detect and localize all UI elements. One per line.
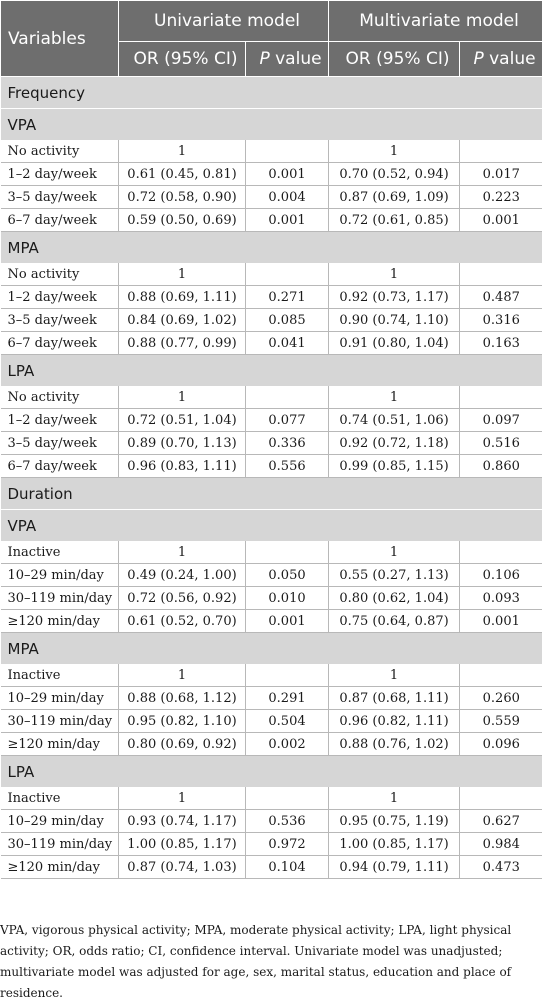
multivariate-or-cell: 0.91 (0.80, 1.04): [329, 332, 460, 355]
multivariate-or-cell: 0.96 (0.82, 1.11): [329, 710, 460, 733]
univariate-or-ci-header: OR (95% CI): [119, 42, 246, 77]
multivariate-or-cell: 1.00 (0.85, 1.17): [329, 833, 460, 856]
variable-cell: 6–7 day/week: [1, 455, 119, 478]
multivariate-or-cell: 0.80 (0.62, 1.04): [329, 587, 460, 610]
header-row-1: [1, 1, 542, 42]
table-row: [1, 186, 542, 209]
univariate-header: Univariate model: [119, 1, 329, 42]
univariate-or-cell: 1: [119, 541, 246, 564]
table-row: [1, 687, 542, 710]
univariate-p-cell: 0.271: [246, 286, 329, 309]
multivariate-p-cell: 0.487: [460, 286, 542, 309]
table-row: [1, 332, 542, 355]
multivariate-p-cell: 0.559: [460, 710, 542, 733]
multivariate-p-cell: 0.516: [460, 432, 542, 455]
table-row: [1, 140, 542, 163]
univariate-or-cell: 0.72 (0.58, 0.90): [119, 186, 246, 209]
section-label: VPA: [1, 109, 542, 141]
table-row: [1, 610, 542, 633]
multivariate-or-ci-header: OR (95% CI): [329, 42, 460, 77]
univariate-or-cell: 0.72 (0.56, 0.92): [119, 587, 246, 610]
table-row: [1, 541, 542, 564]
univariate-p-cell: 0.001: [246, 610, 329, 633]
multivariate-p-cell: [460, 140, 542, 163]
multivariate-p-cell: 0.096: [460, 733, 542, 756]
variable-cell: 1–2 day/week: [1, 286, 119, 309]
variable-cell: 3–5 day/week: [1, 186, 119, 209]
univariate-p-cell: [246, 140, 329, 163]
univariate-or-cell: 0.72 (0.51, 1.04): [119, 409, 246, 432]
table-row: [1, 286, 542, 309]
section-row: [1, 510, 542, 542]
p-value-text: value: [270, 49, 322, 69]
multivariate-p-cell: 0.860: [460, 455, 542, 478]
multivariate-or-cell: 0.88 (0.76, 1.02): [329, 733, 460, 756]
section-label: VPA: [1, 510, 542, 542]
univariate-p-cell: 0.972: [246, 833, 329, 856]
univariate-or-cell: 1: [119, 140, 246, 163]
variable-cell: 1–2 day/week: [1, 163, 119, 186]
multivariate-or-cell: 0.87 (0.68, 1.11): [329, 687, 460, 710]
multivariate-p-cell: 0.627: [460, 810, 542, 833]
multivariate-or-cell: 1: [329, 541, 460, 564]
table-row: [1, 856, 542, 879]
multivariate-p-cell: 0.017: [460, 163, 542, 186]
univariate-p-value-header: [246, 42, 329, 77]
univariate-or-cell: 0.88 (0.68, 1.12): [119, 687, 246, 710]
multivariate-p-cell: 0.163: [460, 332, 542, 355]
univariate-p-cell: 0.536: [246, 810, 329, 833]
section-label: Frequency: [1, 77, 542, 109]
univariate-p-cell: 0.077: [246, 409, 329, 432]
table-row: [1, 833, 542, 856]
univariate-p-cell: 0.291: [246, 687, 329, 710]
multivariate-or-cell: 0.70 (0.52, 0.94): [329, 163, 460, 186]
multivariate-or-cell: 0.99 (0.85, 1.15): [329, 455, 460, 478]
multivariate-p-cell: 0.984: [460, 833, 542, 856]
univariate-p-cell: [246, 541, 329, 564]
table-row: [1, 432, 542, 455]
table-footnote: VPA, vigorous physical activity; MPA, moderate physical activity; LPA, light physical activity; OR, odds ratio; CI, confidence interval. Univariate model was unadjusted; multivariate model was adjusted for age, sex, marital status, education and place of residence.: [0, 920, 540, 1004]
univariate-or-cell: 0.80 (0.69, 0.92): [119, 733, 246, 756]
multivariate-p-cell: [460, 787, 542, 810]
variable-cell: 30–119 min/day: [1, 833, 119, 856]
p-value-text: value: [484, 49, 536, 69]
multivariate-p-cell: 0.001: [460, 209, 542, 232]
table-row: [1, 309, 542, 332]
p-italic: P: [259, 49, 269, 69]
univariate-or-cell: 0.96 (0.83, 1.11): [119, 455, 246, 478]
univariate-p-cell: 0.041: [246, 332, 329, 355]
variable-cell: 10–29 min/day: [1, 810, 119, 833]
multivariate-or-cell: 1: [329, 664, 460, 687]
univariate-p-cell: 0.504: [246, 710, 329, 733]
multivariate-p-cell: 0.097: [460, 409, 542, 432]
variable-cell: 30–119 min/day: [1, 710, 119, 733]
univariate-p-cell: [246, 386, 329, 409]
multivariate-or-cell: 0.94 (0.79, 1.11): [329, 856, 460, 879]
univariate-p-cell: 0.004: [246, 186, 329, 209]
table-row: [1, 263, 542, 286]
univariate-p-cell: 0.556: [246, 455, 329, 478]
univariate-or-cell: 0.87 (0.74, 1.03): [119, 856, 246, 879]
section-label: MPA: [1, 633, 542, 665]
multivariate-p-cell: 0.316: [460, 309, 542, 332]
section-row: [1, 232, 542, 264]
variable-cell: ≥120 min/day: [1, 733, 119, 756]
univariate-or-cell: 0.88 (0.77, 0.99): [119, 332, 246, 355]
multivariate-p-cell: [460, 386, 542, 409]
table-row: [1, 710, 542, 733]
table-row: [1, 733, 542, 756]
table-row: [1, 209, 542, 232]
variable-cell: 3–5 day/week: [1, 432, 119, 455]
table-row: [1, 163, 542, 186]
univariate-p-cell: 0.001: [246, 163, 329, 186]
variable-cell: ≥120 min/day: [1, 610, 119, 633]
multivariate-p-cell: 0.473: [460, 856, 542, 879]
multivariate-or-cell: 0.92 (0.72, 1.18): [329, 432, 460, 455]
multivariate-header: Multivariate model: [329, 1, 542, 42]
multivariate-p-cell: 0.223: [460, 186, 542, 209]
univariate-or-cell: 0.95 (0.82, 1.10): [119, 710, 246, 733]
multivariate-p-cell: 0.001: [460, 610, 542, 633]
univariate-p-cell: 0.085: [246, 309, 329, 332]
univariate-or-cell: 1: [119, 386, 246, 409]
table-row: [1, 664, 542, 687]
variable-cell: Inactive: [1, 664, 119, 687]
multivariate-or-cell: 0.75 (0.64, 0.87): [329, 610, 460, 633]
univariate-p-cell: 0.002: [246, 733, 329, 756]
multivariate-p-cell: 0.106: [460, 564, 542, 587]
variable-cell: Inactive: [1, 541, 119, 564]
section-label: Duration: [1, 478, 542, 510]
univariate-or-cell: 0.89 (0.70, 1.13): [119, 432, 246, 455]
multivariate-or-cell: 1: [329, 140, 460, 163]
variable-cell: No activity: [1, 263, 119, 286]
univariate-p-cell: [246, 664, 329, 687]
univariate-p-cell: 0.104: [246, 856, 329, 879]
univariate-p-cell: [246, 263, 329, 286]
multivariate-p-cell: [460, 541, 542, 564]
univariate-or-cell: 1: [119, 263, 246, 286]
section-row: [1, 77, 542, 109]
univariate-p-cell: [246, 787, 329, 810]
table-row: [1, 564, 542, 587]
multivariate-or-cell: 0.72 (0.61, 0.85): [329, 209, 460, 232]
univariate-p-cell: 0.001: [246, 209, 329, 232]
univariate-p-cell: 0.050: [246, 564, 329, 587]
variable-cell: 1–2 day/week: [1, 409, 119, 432]
table-row: [1, 386, 542, 409]
variable-cell: No activity: [1, 140, 119, 163]
table-row: [1, 787, 542, 810]
variable-cell: 10–29 min/day: [1, 687, 119, 710]
variable-cell: Inactive: [1, 787, 119, 810]
section-label: LPA: [1, 756, 542, 788]
univariate-or-cell: 1: [119, 787, 246, 810]
multivariate-or-cell: 0.95 (0.75, 1.19): [329, 810, 460, 833]
multivariate-or-cell: 0.87 (0.69, 1.09): [329, 186, 460, 209]
multivariate-or-cell: 0.90 (0.74, 1.10): [329, 309, 460, 332]
multivariate-p-cell: 0.260: [460, 687, 542, 710]
table-row: [1, 810, 542, 833]
variable-cell: 6–7 day/week: [1, 209, 119, 232]
univariate-or-cell: 0.88 (0.69, 1.11): [119, 286, 246, 309]
variables-header: Variables: [1, 1, 119, 77]
table-row: [1, 455, 542, 478]
multivariate-p-value-header: [460, 42, 542, 77]
multivariate-or-cell: 1: [329, 386, 460, 409]
variable-cell: No activity: [1, 386, 119, 409]
multivariate-or-cell: 0.74 (0.51, 1.06): [329, 409, 460, 432]
multivariate-p-cell: [460, 263, 542, 286]
p-italic: P: [473, 49, 483, 69]
section-row: [1, 109, 542, 141]
variable-cell: 3–5 day/week: [1, 309, 119, 332]
univariate-or-cell: 1: [119, 664, 246, 687]
section-row: [1, 478, 542, 510]
univariate-or-cell: 0.84 (0.69, 1.02): [119, 309, 246, 332]
variable-cell: 10–29 min/day: [1, 564, 119, 587]
univariate-or-cell: 0.59 (0.50, 0.69): [119, 209, 246, 232]
multivariate-p-cell: [460, 664, 542, 687]
univariate-or-cell: 0.49 (0.24, 1.00): [119, 564, 246, 587]
variable-cell: ≥120 min/day: [1, 856, 119, 879]
univariate-or-cell: 0.61 (0.52, 0.70): [119, 610, 246, 633]
univariate-p-cell: 0.010: [246, 587, 329, 610]
univariate-p-cell: 0.336: [246, 432, 329, 455]
table-row: [1, 587, 542, 610]
multivariate-or-cell: 0.92 (0.73, 1.17): [329, 286, 460, 309]
table-body: [1, 77, 542, 879]
table-row: [1, 409, 542, 432]
section-row: [1, 633, 542, 665]
multivariate-or-cell: 0.55 (0.27, 1.13): [329, 564, 460, 587]
section-row: [1, 756, 542, 788]
variable-cell: 6–7 day/week: [1, 332, 119, 355]
multivariate-p-cell: 0.093: [460, 587, 542, 610]
multivariate-or-cell: 1: [329, 263, 460, 286]
variable-cell: 30–119 min/day: [1, 587, 119, 610]
univariate-or-cell: 0.93 (0.74, 1.17): [119, 810, 246, 833]
univariate-or-cell: 0.61 (0.45, 0.81): [119, 163, 246, 186]
multivariate-or-cell: 1: [329, 787, 460, 810]
section-label: LPA: [1, 355, 542, 387]
section-row: [1, 355, 542, 387]
univariate-or-cell: 1.00 (0.85, 1.17): [119, 833, 246, 856]
section-label: MPA: [1, 232, 542, 264]
